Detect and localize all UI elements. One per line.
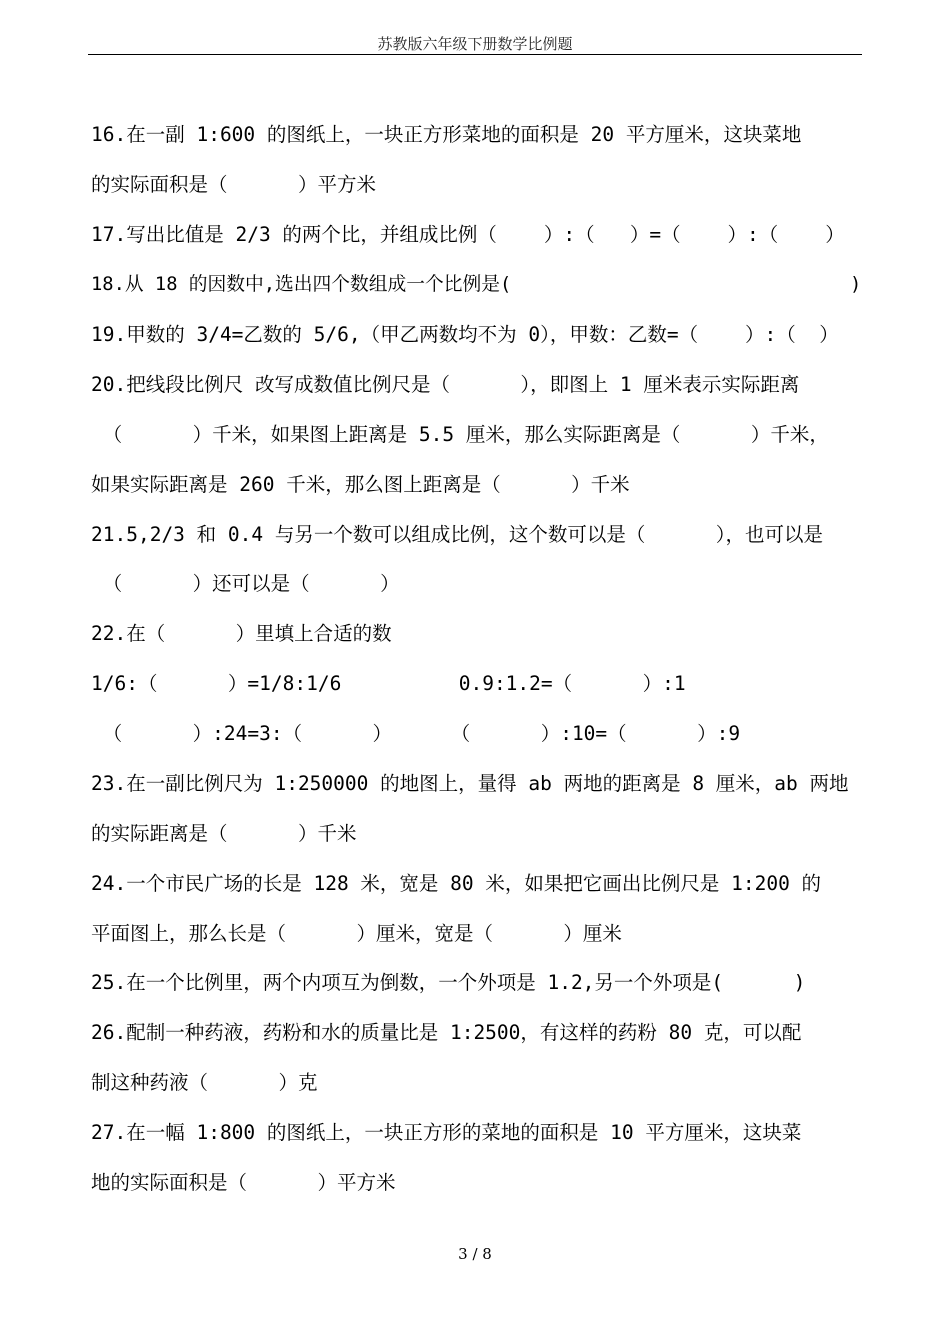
question-27-line-2: 地的实际面积是（ ）平方米 [91,1171,396,1194]
question-22: 22.在（ ）里填上合适的数 [91,622,392,645]
header-divider [88,54,862,55]
question-17: 17.写出比值是 2/3 的两个比，并组成比例（ ）:（ ）=（ ）:（ ） [91,223,845,246]
question-18: 18.从 18 的因数中,选出四个数组成一个比例是( ) [91,274,862,295]
page-number: 3 / 8 [458,1245,492,1263]
question-20-line-1: 20.把线段比例尺 改写成数值比例尺是（ ），即图上 1 厘米表示实际距离 [91,373,800,396]
question-23-line-1: 23.在一副比例尺为 1:250000 的地图上，量得 ab 两地的距离是 8 厘米，ab 两地 [91,772,849,795]
page-header-title: 苏教版六年级下册数学比例题 [377,35,573,53]
question-21-line-1: 21.5,2/3 和 0.4 与另一个数可以组成比例，这个数可以是（ ），也可以是 [91,523,824,546]
question-27-line-1: 27.在一幅 1:800 的图纸上，一块正方形的菜地的面积是 10 平方厘米，这块菜 [91,1121,802,1144]
question-20-line-3: 如果实际距离是 260 千米，那么图上距离是（ ）千米 [91,473,630,496]
question-22-row-1: 1/6:（ ）=1/8:1/6 0.9:1.2=（ ）:1 [91,672,686,695]
question-24-line-2: 平面图上，那么长是（ ）厘米，宽是（ ）厘米 [91,922,622,945]
question-23-line-2: 的实际距离是（ ）千米 [91,822,357,845]
question-19: 19.甲数的 3/4=乙数的 5/6,（甲乙两数均不为 0），甲数：乙数=（ ）:（ ） [91,323,839,346]
question-16-line-2: 的实际面积是（ ）平方米 [91,173,376,196]
question-21-line-2: （ ）还可以是（ ） [91,572,400,595]
question-16-line-1: 16.在一副 1:600 的图纸上，一块正方形菜地的面积是 20 平方厘米，这块菜地 [91,123,802,146]
question-26-line-1: 26.配制一种药液，药粉和水的质量比是 1:2500，有这样的药粉 80 克，可以配 [91,1021,802,1044]
question-20-line-2: （ ）千米，如果图上距离是 5.5 厘米，那么实际距离是（ ）千米， [91,423,829,446]
question-22-row-2: （ ）:24=3:（ ） （ ）:10=（ ）:9 [91,722,741,745]
question-24-line-1: 24.一个市民广场的长是 128 米，宽是 80 米，如果把它画出比例尺是 1:200 的 [91,872,822,895]
question-25: 25.在一个比例里，两个内项互为倒数，一个外项是 1.2,另一个外项是( ) [91,971,806,994]
question-26-line-2: 制这种药液（ ）克 [91,1071,318,1094]
